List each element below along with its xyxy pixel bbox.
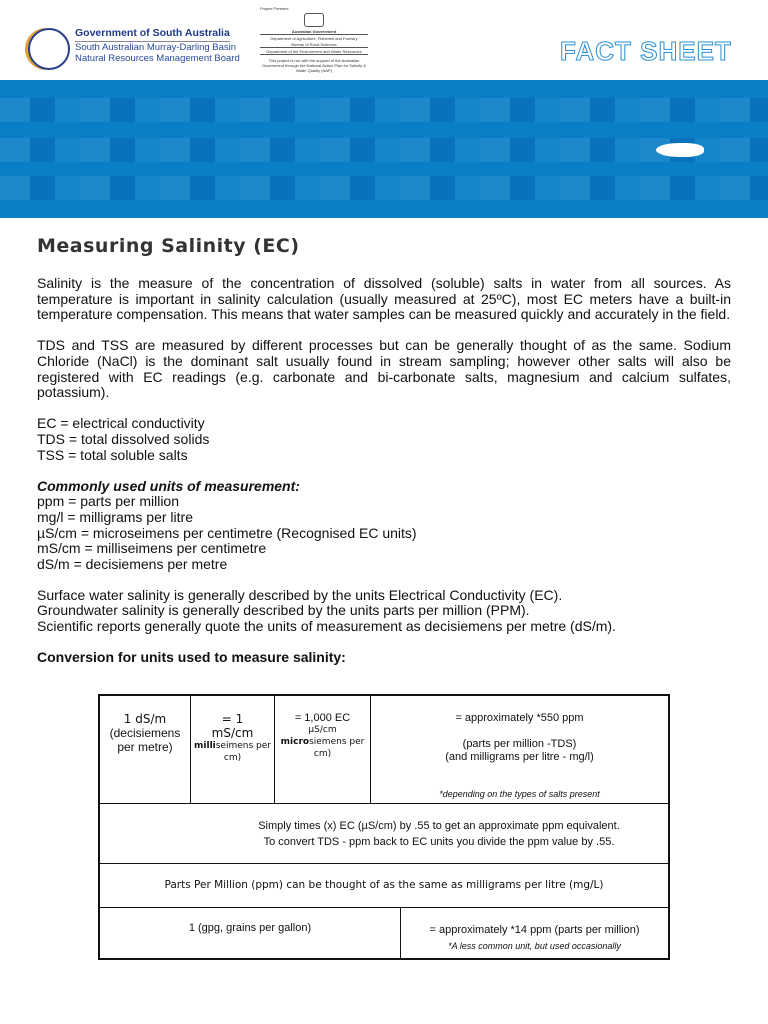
project-partners: Project Partners Australian Government Department of Agriculture, Fisheries and Forestry Bureau of Rural Sciences Department of the Environment and Water Resources This project is run with the support of the Australian Government through the National Action Plan for Salinity & Water Quality (NAP) xyxy=(260,6,368,73)
board-name: South Australian Murray-Darling Basin Natural Resources Management Board xyxy=(75,42,240,64)
body-text xyxy=(37,276,731,681)
table-row: Simply times (x) EC (µS/cm) by .55 to get an approximate ppm equivalent. To convert TDS - ppm back to EC units you divide the ppm value by .55. xyxy=(100,803,668,863)
fish-icon xyxy=(656,143,704,157)
table-row: Parts Per Million (ppm) can be thought of as the same as milligrams per litre (mg/L) xyxy=(100,863,668,907)
fact-sheet-heading: FACT SHEET xyxy=(560,36,732,66)
paragraph: Salinity is the measure of the concentration of dissolved (soluble) salts in water from all sources. As temperature is important in salinity calculation (usually measured at 25ºC), most EC meters have a built-in temperature compensation. This means that water samples can be measured quickly and accurately in the field. xyxy=(37,275,731,323)
table-row: 1 dS/m (decisiemens per metre) = 1 mS/cm milliseimens per cm) = 1,000 EC µS/cm microsiemens per cm) = approximately *550 ppm (parts per million -TDS) (and milligrams per litre - mg/l) *depending on the types of salts present xyxy=(100,696,668,803)
sa-government-seal-logo xyxy=(28,28,70,70)
definitions: EC = electrical conductivity TDS = total dissolved solids TSS = total soluble salts xyxy=(37,415,210,463)
decorative-banner xyxy=(0,80,768,218)
salinity-description: Surface water salinity is generally described by the units Electrical Conductivity (EC). Groundwater salinity is generally described by the units parts per million (PPM). Scientific reports generally quote the units of measurement as decisiemens per metre (dS/m). xyxy=(37,586,616,635)
page-title: Measuring Salinity (EC) xyxy=(37,235,300,257)
units-list: Commonly used units of measurement: ppm = parts per million mg/l = milligrams per litre µS/cm = microseimens per centimetre (Recognised EC units) mS/cm = milliseimens per centimetre dS/m = decisiemens per metre xyxy=(37,477,417,572)
conversion-table xyxy=(98,694,670,960)
header xyxy=(0,0,768,80)
conversion-heading: Conversion for units used to measure salinity: xyxy=(37,649,346,666)
table-row: 1 (gpg, grains per gallon) = approximately *14 ppm (parts per million) *A less common unit, but used occasionally xyxy=(100,907,668,958)
paragraph: TDS and TSS are measured by different processes but can be generally thought of as the same. Sodium Chloride (NaCl) is the dominant salt usually found in stream sampling; however other salts will also be registered with EC readings (e.g. carbonate and bi-carbonate salts, magnesium and calcium sulfates, potassium). xyxy=(37,337,731,401)
gov-title: Government of South Australia xyxy=(75,27,230,42)
australian-crest-icon xyxy=(304,13,324,27)
